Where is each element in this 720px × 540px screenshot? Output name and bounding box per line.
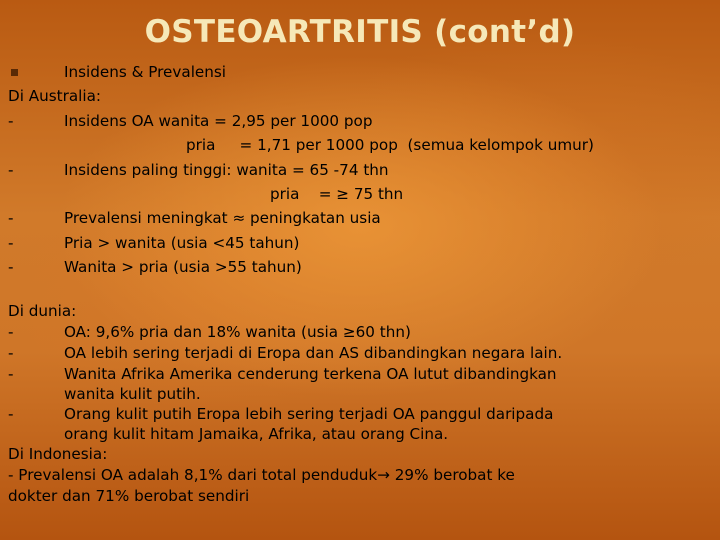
- list-item-continuation: [8, 385, 708, 404]
- item-text: Insidens OA wanita = 2,95 per 1000 pop: [64, 111, 373, 130]
- list-item-continuation: [8, 182, 708, 206]
- dash-marker: -: [8, 111, 14, 130]
- item-text: Insidens paling tinggi: wanita = 65 -74 thn: [64, 160, 389, 179]
- dash-marker: -: [8, 343, 14, 362]
- indonesia-line-1: [8, 465, 708, 486]
- list-item: [8, 231, 708, 255]
- dash-marker: -: [8, 209, 14, 228]
- section-heading: Insidens & Prevalensi: [64, 63, 227, 81]
- item-text: OA: 9,6% pria dan 18% wanita (usia ≥60 thn): [64, 322, 411, 341]
- square-bullet-icon: [11, 69, 18, 76]
- region-indonesia: Di Indonesia:: [8, 444, 108, 463]
- list-item: [8, 255, 708, 279]
- dash-marker: -: [8, 322, 14, 341]
- item-text: - Prevalensi OA adalah 8,1% dari total penduduk: [8, 465, 378, 484]
- item-text: Wanita > pria (usia >55 tahun): [64, 258, 302, 277]
- item-text: OA lebih sering terjadi di Eropa dan AS dibandingkan negara lain.: [64, 343, 563, 362]
- dash-marker: -: [8, 364, 14, 383]
- list-item-continuation: [8, 133, 708, 157]
- item-text: wanita kulit putih.: [64, 384, 201, 403]
- item-text: orang kulit hitam Jamaika, Afrika, atau orang Cina.: [64, 424, 449, 443]
- list-item-continuation: [8, 425, 708, 444]
- item-text: Orang kulit putih Eropa lebih sering terjadi OA panggul daripada: [64, 404, 554, 423]
- list-item: [8, 322, 708, 343]
- dash-marker: -: [8, 233, 14, 252]
- bullet-heading-row: [8, 60, 708, 84]
- list-item: [8, 206, 708, 230]
- region-world: Di dunia:: [8, 301, 77, 320]
- right-arrow-icon: →: [377, 465, 390, 484]
- region-australia: Di Australia:: [8, 87, 102, 106]
- item-text: Wanita Afrika Amerika cenderung terkena OA lutut dibandingkan: [64, 364, 557, 383]
- dash-marker: -: [8, 160, 14, 179]
- dash-marker: -: [8, 258, 14, 277]
- list-item: [8, 343, 708, 364]
- item-text: 29% berobat ke: [389, 465, 515, 484]
- list-item: [8, 364, 708, 385]
- item-text: pria = 1,71 per 1000 pop (semua kelompok umur): [186, 136, 594, 155]
- world-section: [8, 301, 708, 507]
- list-item: [8, 158, 708, 182]
- item-text: Prevalensi meningkat ≈ peningkatan usia: [64, 209, 381, 228]
- dash-marker: -: [8, 404, 14, 423]
- indonesia-line-2: dokter dan 71% berobat sendiri: [8, 486, 250, 505]
- slide-title: OSTEOARTRITIS (cont’d): [144, 14, 576, 50]
- list-item: [8, 109, 708, 133]
- slide-content: [8, 60, 708, 507]
- item-text: Pria > wanita (usia <45 tahun): [64, 233, 300, 252]
- item-text: pria = ≥ 75 thn: [270, 185, 404, 204]
- list-item: [8, 404, 708, 425]
